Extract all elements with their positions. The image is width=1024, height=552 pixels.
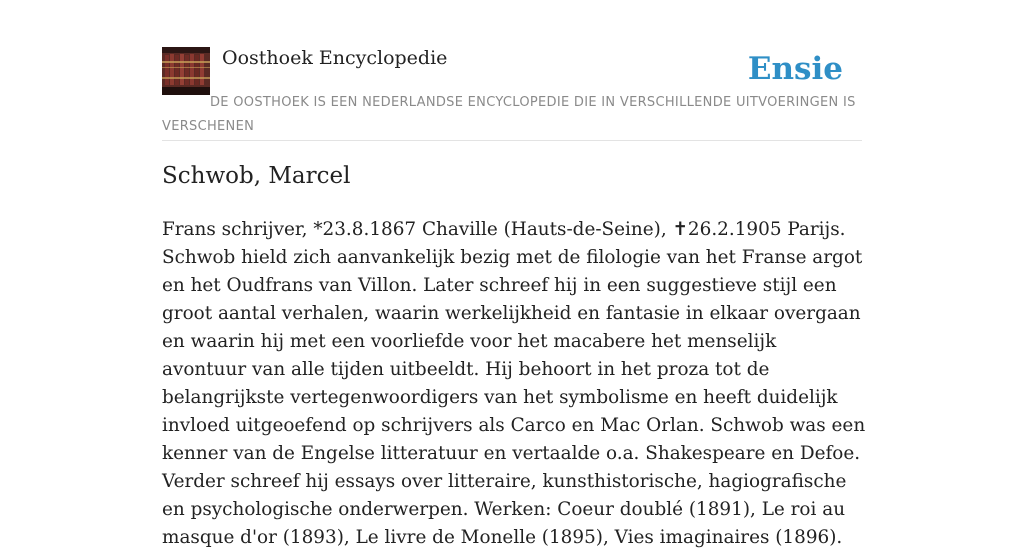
- site-header: [162, 46, 862, 141]
- encyclopedia-books-avatar[interactable]: [162, 47, 210, 95]
- article-title: Schwob, Marcel: [162, 163, 351, 189]
- site-tagline: DE OOSTHOEK IS EEN NEDERLANDSE ENCYCLOPEDIE DIE IN VERSCHILLENDE UITVOERINGEN IS VERSCHENEN: [162, 95, 856, 134]
- site-title[interactable]: Oosthoek Encyclopedie: [222, 47, 448, 69]
- books-icon: [162, 47, 210, 95]
- article-body: Frans schrijver, *23.8.1867 Chaville (Hauts-de-Seine), ✝26.2.1905 Parijs. Schwob hield zich aanvankelijk bezig met de filologie van het Franse argot en het Oudfrans van Villon. Later schreef hij in een suggestieve stijl een groot aantal verhalen, waarin werkelijkheid en fantasie in elkaar overgaan en waarin hij met een voorliefde voor het macabere het menselijk avontuur van alle tijden uitbeeldt. Hij behoort in het proza tot de belangrijkste vertegenwoordigers van het symbolisme en heeft duidelijk invloed uitgeoefend op schrijvers als Carco en Mac Orlan. Schwob was een kenner van de Engelse litteratuur en vertaalde o.a. Shakespeare en Defoe. Verder schreef hij essays over litteraire, kunsthistorische, hagiografische en psychologische onderwerpen. Werken: Coeur doublé (1891), Le roi au masque d'or (1893), Le livre de Monelle (1895), Vies imaginaires (1896).: [162, 219, 866, 548]
- brand-logo[interactable]: Ensie: [747, 51, 843, 87]
